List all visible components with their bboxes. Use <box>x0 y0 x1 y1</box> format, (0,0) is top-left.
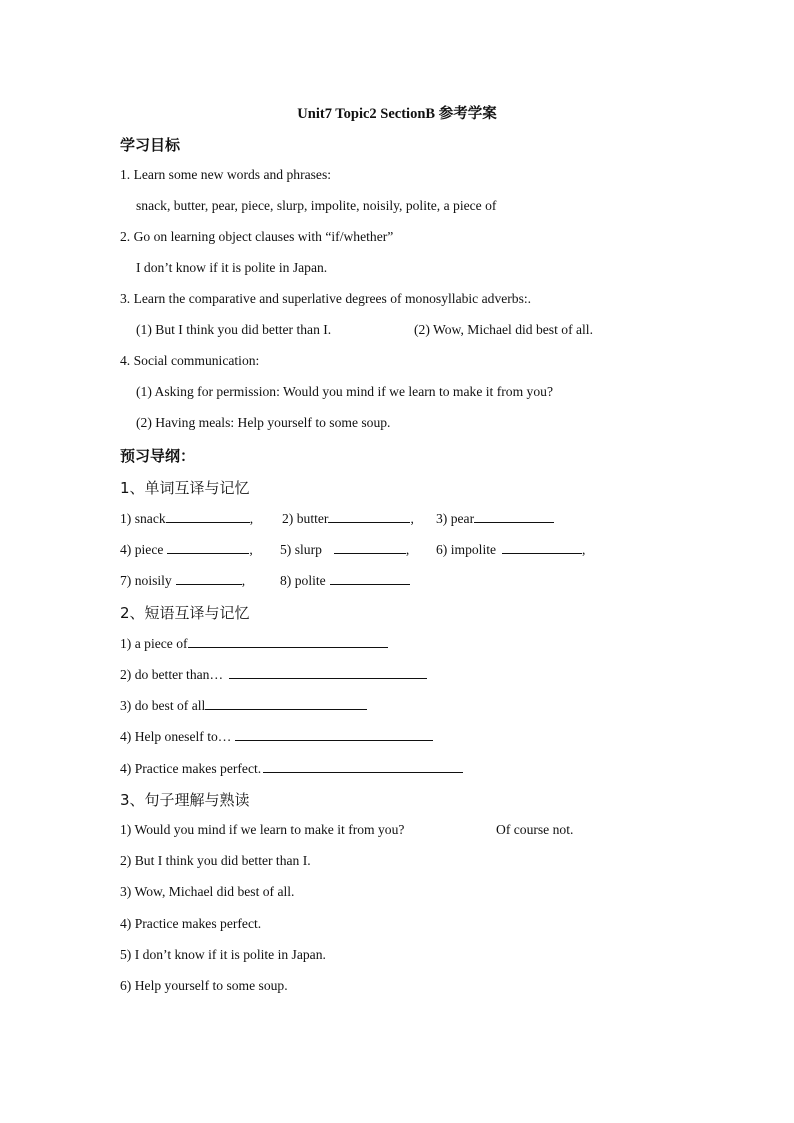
phrase-blank[interactable] <box>229 665 427 679</box>
page-title: Unit7 Topic2 SectionB 参考学案 <box>297 106 497 122</box>
phrase-blank[interactable] <box>235 727 433 741</box>
phrase-item <box>120 665 427 683</box>
goal-4-meals: (2) Having meals: Help yourself to some soup. <box>136 415 391 430</box>
word-label: 8) polite <box>280 573 326 588</box>
word-blank[interactable] <box>328 509 410 523</box>
phrase-item <box>120 759 463 777</box>
word-blank[interactable] <box>474 509 554 523</box>
phrase-label: 4) Help oneself to… <box>120 729 232 744</box>
phrase-label: 4) Practice makes perfect. <box>120 761 262 776</box>
word-label: 7) noisily <box>120 573 172 588</box>
word-blank[interactable] <box>176 571 242 585</box>
phrase-blank[interactable] <box>188 634 388 648</box>
goal-3-example-b: (2) Wow, Michael did best of all. <box>414 322 593 337</box>
phrases-heading: 2、短语互译与记忆 <box>120 604 250 622</box>
phrase-item <box>120 634 388 652</box>
phrase-item <box>120 696 367 714</box>
word-label: 5) slurp <box>280 542 322 557</box>
word-blank[interactable] <box>334 540 406 554</box>
phrase-blank[interactable] <box>205 696 367 710</box>
goals-heading: 学习目标 <box>120 136 181 154</box>
phrase-label: 2) do better than… <box>120 667 224 682</box>
word-blank[interactable] <box>330 571 410 585</box>
goal-2: 2. Go on learning object clauses with “if/whether” <box>120 229 394 244</box>
guide-heading: 预习导纲： <box>120 447 196 465</box>
word-label: 4) piece <box>120 542 164 557</box>
phrase-item <box>120 727 433 745</box>
sentences-heading: 3、句子理解与熟读 <box>120 791 250 809</box>
sentence-4: 4) Practice makes perfect. <box>120 916 262 931</box>
word-blank[interactable] <box>167 540 249 554</box>
sentence-5: 5) I don’t know if it is polite in Japan. <box>120 947 326 962</box>
word-label: 6) impolite <box>436 542 497 557</box>
word-row: 1) snack , 2) butter , 3) pear <box>120 509 680 529</box>
goal-3: 3. Learn the comparative and superlative degrees of monosyllabic adverbs:. <box>120 291 532 306</box>
goal-4-permission: (1) Asking for permission: Would you mind if we learn to make it from you? <box>136 384 553 399</box>
goal-4: 4. Social communication: <box>120 353 260 368</box>
goal-2-example: I don’t know if it is polite in Japan. <box>136 260 328 275</box>
word-row: 4) piece , 5) slurp , 6) impolite , <box>120 542 586 557</box>
phrase-blank[interactable] <box>263 759 463 773</box>
word-blank[interactable] <box>166 509 250 523</box>
phrase-label: 1) a piece of <box>120 636 188 651</box>
word-label: 1) snack <box>120 511 166 526</box>
sentence-1-answer: Of course not. <box>496 822 574 837</box>
sentence-1: 1) Would you mind if we learn to make it from you? <box>120 822 405 837</box>
sentence-6: 6) Help yourself to some soup. <box>120 978 288 993</box>
sentence-3: 3) Wow, Michael did best of all. <box>120 884 295 899</box>
word-label: 2) butter <box>282 511 329 526</box>
goal-1: 1. Learn some new words and phrases: <box>120 167 332 182</box>
goal-1-words: snack, butter, pear, piece, slurp, impolite, noisily, polite, a piece of <box>136 198 497 213</box>
phrase-label: 3) do best of all <box>120 698 206 713</box>
goal-3-example-a: (1) But I think you did better than I. <box>136 322 332 337</box>
word-label: 3) pear <box>436 511 475 526</box>
words-heading: 1、单词互译与记忆 <box>120 479 250 497</box>
word-blank[interactable] <box>502 540 582 554</box>
sentence-2: 2) But I think you did better than I. <box>120 853 311 868</box>
word-row: 7) noisily , 8) polite <box>120 571 680 591</box>
